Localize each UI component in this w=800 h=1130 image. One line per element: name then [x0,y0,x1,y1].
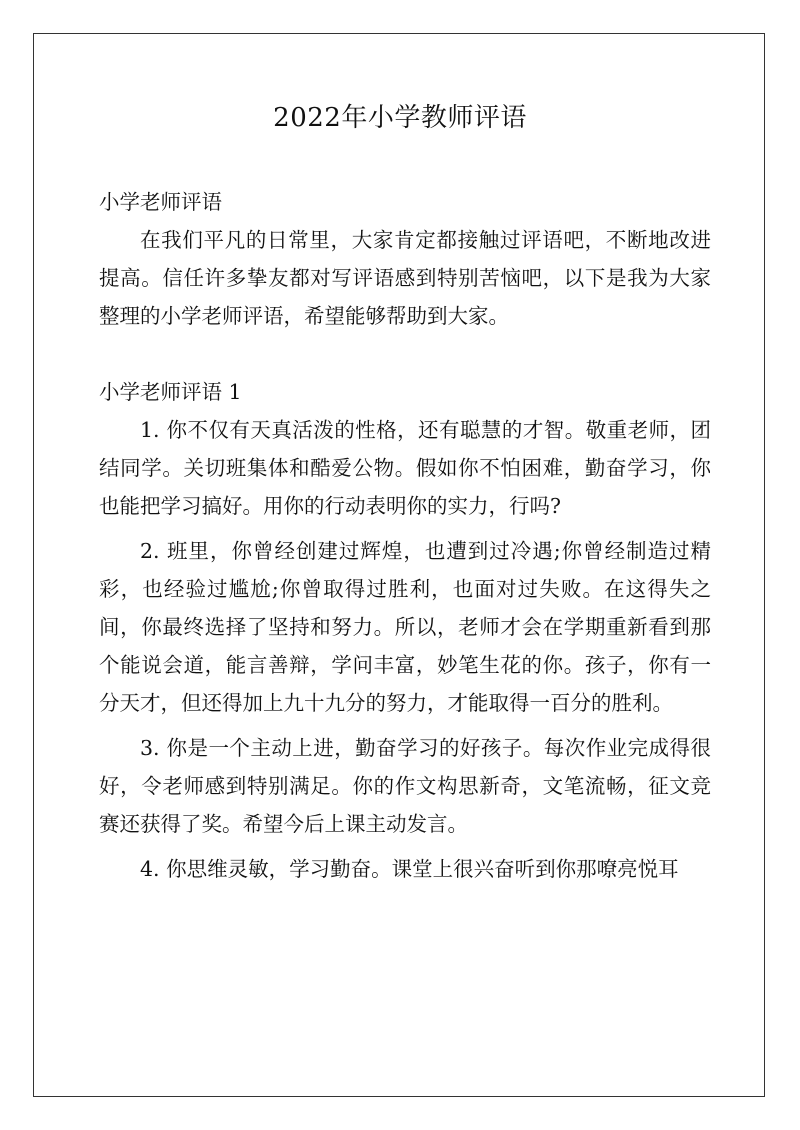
intro-heading: 小学老师评语 [99,190,222,214]
comment-item-3: 3. 你是一个主动上进，勤奋学习的好孩子。每次作业完成得很好，令老师感到特别满足。你的作文构思新奇，文笔流畅，征文竞赛还获得了奖。希望今后上课主动发言。 [99,736,711,836]
document-body [99,183,711,895]
section-heading: 小学老师评语 1 [99,380,242,404]
comment-item-2: 2. 班里，你曾经创建过辉煌，也遭到过冷遇;你曾经制造过精彩，也经验过尴尬;你曾取得过胜利，也面对过失败。在这得失之间，你最终选择了坚持和努力。所以，老师才会在学期重新看到那个能说会道，能言善辩，学问丰富，妙笔生花的你。孩子，你有一分天才，但还得加上九十九分的努力，才能取得一百分的胜利。 [99,539,711,715]
intro-paragraph: 在我们平凡的日常里，大家肯定都接触过评语吧，不断地改进提高。信任许多挚友都对写评语感到特别苦恼吧，以下是我为大家整理的小学老师评语，希望能够帮助到大家。 [99,228,711,328]
document-title: 2022年小学教师评语 [273,103,527,133]
comment-item-4: 4. 你思维灵敏，学习勤奋。课堂上很兴奋听到你那嘹亮悦耳 [140,857,679,881]
comment-item-1: 1. 你不仅有天真活泼的性格，还有聪慧的才智。敬重老师，团结同学。关切班集体和酷爱公物。假如你不怕困难，勤奋学习，你也能把学习搞好。用你的行动表明你的实力，行吗? [99,418,711,518]
